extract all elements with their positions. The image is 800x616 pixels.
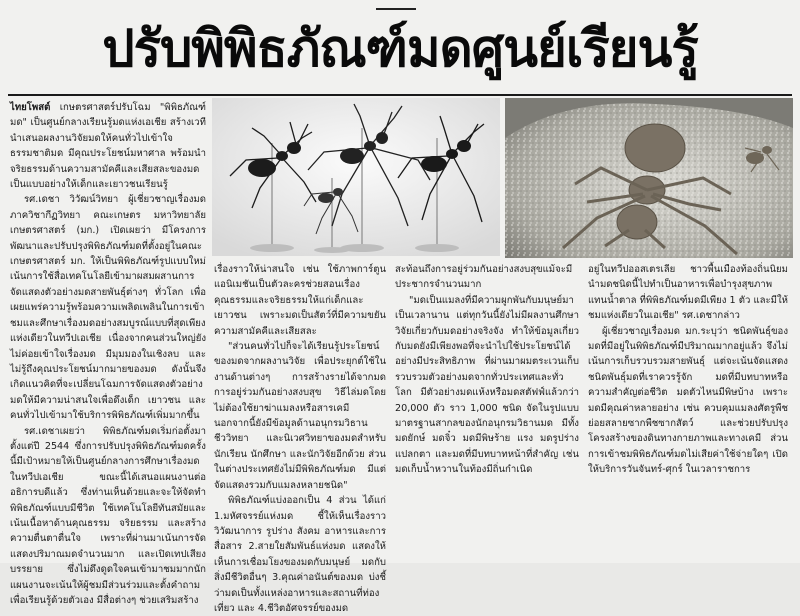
paragraph: ผู้เชี่ยวชาญเรื่องมด มก.ระบุว่า ชนิดพันธุ์ของมดที่มีอยู่ในพิพิธภัณฑ์มีปริมาณมากอยู่แล้ว จึงไม่เน้นการเก็บรวบรวมสายพันธุ์ แต่จะเน้นจัดแสดงชนิดพันธุ์มดที่เราควรรู้จัก มดที่มีบทบาทหรือความสำคัญต่อชีวิต มดตัวไหนมีพิษบ้าง เพราะมดมีคุณค่าหลายอย่าง เช่น ควบคุมแมลงศัตรูพืช ย่อยสลายซากพืชซากสัตว์ และช่วยปรับปรุงโครงสร้างของดินทางกายภาพและทางเคมี ส่วนการเข้าชมพิพิธภัณฑ์มดไม่เสียค่าใช้จ่ายใดๆ เปิดให้บริการวันจันทร์-ศุกร์ ในเวลาราชการ [588, 325, 788, 476]
byline: ไทยโพสต์ [10, 102, 51, 113]
article-lead [10, 100, 206, 192]
paragraph: เกษตรศาสตร์ปรับโฉม "พิพิธภัณฑ์มด" เป็นศูนย์กลางเรียนรู้มดแห่งเอเชีย สร้างเวทีนำเสนอผลงานวิจัยมดให้คนทั่วไปเข้าใจธรรมชาติมด มีคุณประโยชน์มหาศาล พร้อมนำจริยธรรมด้านความสามัคคีและเสียสละของมดเป็นแบบอย่างให้เด็กและเยาวชนเรียนรู้ [10, 102, 206, 191]
headline: ปรับพิพิธภัณฑ์มดศูนย์เรียนรู้ [102, 20, 698, 79]
article-column-2 [214, 262, 386, 614]
ant-closeup-photo [505, 98, 793, 258]
paragraph: รศ.เดชา วิวัฒน์วิทยา ผู้เชี่ยวชาญเรื่องมด ภาควิชากีฏวิทยา คณะเกษตร มหาวิทยาลัยเกษตรศาสตร์ (มก.) เปิดเผยว่า มีโครงการพัฒนาและปรับปรุงพิพิธภัณฑ์มดที่ตั้งอยู่ในคณะเกษตรศาสตร์ มก. ให้เป็นพิพิธภัณฑ์รูปแบบใหม่เน้นการใช้สื่อเทคโนโลยีเข้ามาผสมผสานการจัดแสดงตัวอย่างมดสายพันธุ์ต่างๆ ทั่วโลก เพื่อเผยแพร่ความรู้พร้อมความเพลิดเพลินในการเข้าชมและศึกษาเรื่องมดอย่างสมบูรณ์แบบที่สุดเพียงแห่งเดียวในทวีปเอเชีย เนื่องจากคนส่วนใหญ่ยังไม่ค่อยเข้าใจเรื่องมด มีมุมมองในเชิงลบ และไม่รู้ถึงคุณประโยชน์มากมายของมด ดังนั้นจึงเกิดแนวคิดที่จะเปลี่ยนโฉมการจัดแสดงตัวอย่างมดให้มีความน่าสนใจเพื่อดึงเด็ก เยาวชน และคนทั่วไปเข้ามาใช้บริการพิพิธภัณฑ์เพิ่มมากขึ้น [10, 194, 206, 422]
paragraph: พิพิธภัณฑ์แบ่งออกเป็น 4 ส่วน ได้แก่ 1.มหัศจรรย์แห่งมด ชี้ให้เห็นเรื่องราววิวัฒนาการ รูปร่าง สังคม อาหารและการสื่อสาร 2.สายใยสัมพันธ์แห่งมด แสดงให้เห็นการเชื่อมโยงของมดกับมนุษย์ มดกับสิ่งมีชีวิตอื่นๆ 3.คุณค่าอนันต์ของมด บ่งชี้ว่ามดเป็นทั้งแหล่งอาหารและสถานที่ท่องเที่ยว และ 4.ชีวิตอัศจรรย์ของมด [214, 495, 386, 614]
paragraph: สะท้อนถึงการอยู่ร่วมกันอย่างสงบสุขแม้จะมีประชากรจำนวนมาก [395, 264, 573, 291]
article-column-3 [395, 262, 579, 558]
paragraph: "มดเป็นแมลงที่มีความผูกพันกับมนุษย์มาเป็นเวลานาน แต่ทุกวันนี้ยังไม่มีผลงานศึกษาวิจัยเกี่ยวกับมดอย่างจริงจัง ทำให้ข้อมูลเกี่ยวกับมดยังมีเพียงพอที่จะนำไปใช้ประโยชน์ได้อย่างมีประสิทธิภาพ ที่ผ่านมาผมตระเวนเก็บรวบรวมตัวอย่างมดจากทั่วประเทศและทั่วโลก มีตัวอย่างมดแห้งหรือมดสตัฟฟ์แล้วกว่า 20,000 ตัว ราว 1,000 ชนิด จัดในรูปแบบมาตรฐานสากลของนักอนุกรมวิธานมด มีทั้งมดยักษ์ มดจิ๋ว มดมีพิษร้าย แรง มดรูปร่างแปลกตา และมดที่มีบทบาทหน้าที่สำคัญ เช่น มดเก็บน้ำหวานในท้องมีถิ่นกำเนิด [395, 294, 579, 476]
paragraph: อยู่ในทวีปออสเตรเลีย ชาวพื้นเมืองท้องถิ่นนิยมนำมดชนิดนี้ไปทำเป็นอาหารเพื่อบำรุงสุขภาพแทนน้ำตาล ที่พิพิธภัณฑ์มดมีเพียง 1 ตัว และมีให้ชมแห่งเดียวในเอเชีย" รศ.เดชากล่าว [588, 264, 788, 322]
paragraph: เรื่องราวให้น่าสนใจ เช่น ใช้ภาพการ์ตูนแอนิเมชันเป็นตัวละครช่วยสอนเรื่องคุณธรรมและจริยธรรมให้แก่เด็กและเยาวชน เพราะมดเป็นสัตว์ที่มีความขยัน ความสามัคคีและเสียสละ [214, 264, 386, 337]
masthead-mark [376, 0, 416, 10]
ant-specimens-photo [212, 98, 500, 256]
headline-rule [8, 94, 792, 96]
paragraph: รศ.เดชาเผยว่า พิพิธภัณฑ์มดเริ่มก่อตั้งมาตั้งแต่ปี 2544 ซึ่งการปรับปรุงพิพิธภัณฑ์มดครั้งนี้มีเป้าหมายให้เป็นศูนย์กลางการศึกษาเรื่องมดในทวีปเอเชีย ขณะนี้ได้เสนอแผนงานต่ออธิการบดีแล้ว ซึ่งท่านเห็นด้วยและจะให้จัดทำพิพิธภัณฑ์แบบมีชีวิต ใช้เทคโนโลยีทันสมัยและเน้นเนื้อหาด้านคุณธรรม จริยธรรม และสร้างความตื่นตาตื่นใจ เพราะที่ผ่านมาเน้นการจัดแสดงปริมาณมดจำนวนมาก และเปิดเทปเสียงบรรยาย ซึ่งไม่ดึงดูดใจคนเข้ามาชมมากนัก แผนงานจะเน้นให้ผู้ชมมีส่วนร่วมและตั้งคำถามเพื่อเรียนรู้ด้วยตัวเอง มีสื่อต่างๆ ช่วยเสริมสร้าง [10, 425, 206, 606]
paragraph: "ส่วนคนทั่วไปก็จะได้เรียนรู้ประโยชน์ของมดจากผลงานวิจัย เพื่อประยุกต์ใช้ในงานด้านต่างๆ การสร้างรายได้จากมด การอยู่ร่วมกันอย่างสงบสุข วิธีไล่มดโดยไม่ต้องใช้ยาฆ่าแมลงหรือสารเคมี นอกจากนี้ยังมีข้อมูลด้านอนุกรมวิธาน ชีววิทยา และนิเวศวิทยาของมดสำหรับนักเรียน นักศึกษา และนักวิจัยอีกด้วย ส่วนในต่างประเทศยังไม่มีพิพิธภัณฑ์มด มีแต่จัดแสดงรวมกับแมลงหลายชนิด" [214, 341, 386, 491]
article-column-4 [588, 262, 788, 558]
article-column-1 [10, 100, 206, 606]
